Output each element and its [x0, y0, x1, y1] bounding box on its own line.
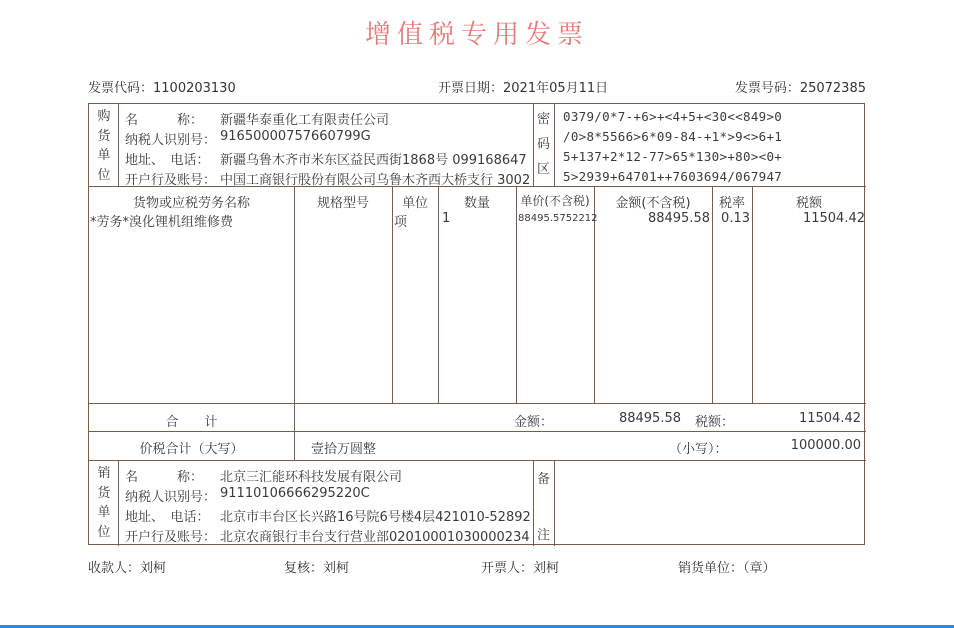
seller-side-char: 单	[97, 505, 111, 520]
invoice-code-value: 1100203130	[153, 81, 236, 96]
divider	[516, 186, 517, 403]
cipher-side-char: 密	[536, 112, 550, 127]
totals-amount: 88495.58	[618, 411, 681, 426]
divider	[438, 186, 439, 403]
seller-address: 北京市丰台区长兴路16号院6号楼4层421010-52892	[220, 510, 531, 525]
grand-total-label: 价税合计（大写）	[139, 442, 244, 457]
invoice-date-label: 开票日期：	[438, 81, 504, 96]
item-tax: 11504.42	[802, 211, 865, 226]
invoice-number	[735, 77, 866, 96]
invoice-title: 增值税专用发票	[364, 20, 589, 50]
buyer-side-char: 单	[97, 148, 111, 163]
cipher-side-char: 区	[536, 162, 550, 177]
drawer-name: 刘柯	[533, 561, 560, 576]
seller-side-char: 销	[97, 466, 111, 481]
divider	[554, 460, 555, 546]
seller-bank: 北京农商银行丰台支行营业部02010001030000234	[220, 530, 530, 545]
header-unit: 单位	[401, 196, 428, 211]
header-rate: 税率	[718, 196, 745, 211]
header-item-name: 货物或应税劳务名称	[132, 196, 250, 211]
grand-total-words: 壹拾万圆整	[311, 442, 377, 457]
item-amount: 88495.58	[647, 211, 710, 226]
totals-tax-label: 税额：	[695, 415, 735, 430]
invoice-code-label: 发票代码：	[88, 81, 154, 96]
item-name: *劳务*溴化锂机组维修费	[90, 215, 234, 230]
remarks-label-top: 备	[536, 472, 550, 487]
reviewer-label: 复核：	[284, 561, 324, 576]
payee-label: 收款人：	[88, 561, 141, 576]
divider	[89, 403, 866, 404]
seller-address-label: 地址、 电话：	[125, 510, 210, 525]
seller-tax-id-label: 纳税人识别号：	[125, 490, 217, 505]
cipher-side-char: 码	[536, 137, 550, 152]
header-price: 单价(不含税)	[520, 194, 590, 208]
seller-side-char: 货	[97, 485, 111, 501]
seller-name: 北京三汇能环科技发展有限公司	[220, 470, 403, 485]
invoice-table	[88, 103, 865, 545]
grand-total-value: 100000.00	[790, 438, 861, 453]
totals-tax: 11504.42	[798, 411, 861, 426]
invoice-code	[88, 77, 236, 96]
item-unit: 项	[394, 215, 408, 230]
buyer-bank: 中国工商银行股份有限公司乌鲁木齐西大桥支行 3002	[220, 173, 531, 188]
header-amount: 金额(不含税)	[615, 196, 691, 211]
header-spec: 规格型号	[316, 196, 369, 211]
reviewer-name: 刘柯	[323, 561, 350, 576]
divider	[554, 104, 555, 186]
item-rate: 0.13	[721, 211, 750, 226]
payee-name: 刘柯	[140, 561, 167, 576]
invoice-date-value: 2021年05月11日	[503, 81, 609, 96]
buyer-name: 新疆华泰重化工有限责任公司	[220, 113, 390, 128]
cipher-line: /0>8*5566>6*09-84-+1*>9<>6+1	[563, 129, 783, 144]
invoice-date	[438, 77, 608, 96]
buyer-address: 新疆乌鲁木齐市米东区益民西街1868号 099168647	[220, 153, 527, 168]
invoice-number-label: 发票号码：	[734, 81, 800, 96]
buyer-address-label: 地址、 电话：	[125, 153, 210, 168]
item-price: 88495.5752212	[518, 213, 598, 224]
cipher-side-label	[533, 107, 554, 182]
cipher-line: 5+137+2*12-77>65*130>+80><0+	[563, 149, 783, 164]
buyer-tax-id: 91650000757660799G	[220, 129, 371, 144]
seller-side-label	[89, 464, 119, 542]
seller-bank-label: 开户行及账号：	[125, 530, 217, 545]
buyer-side-char: 位	[97, 167, 111, 183]
divider	[89, 431, 866, 432]
totals-amount-label: 金额：	[514, 415, 554, 430]
buyer-side-char: 购	[97, 109, 111, 124]
seller-side-char: 位	[97, 524, 111, 540]
seller-stamp-label: 销货单位：（章）	[678, 561, 776, 576]
divider	[392, 186, 393, 403]
drawer-label: 开票人：	[481, 561, 534, 576]
buyer-bank-label: 开户行及账号：	[125, 173, 217, 188]
grand-total-small-label: （小写）：	[669, 442, 728, 457]
header-qty: 数量	[463, 196, 490, 211]
buyer-tax-id-label: 纳税人识别号：	[125, 133, 217, 148]
invoice-number-value: 25072385	[799, 81, 866, 96]
cipher-line: 5>2939+64701++7603694/067947	[563, 169, 783, 184]
item-qty: 1	[442, 211, 451, 226]
reviewer	[284, 557, 349, 576]
header-tax: 税额	[795, 196, 822, 211]
cipher-line: 0379/0*7-+6>+<4+5+<30<<849>0	[563, 109, 783, 124]
buyer-side-label	[89, 107, 119, 185]
remarks-label-bottom: 注	[536, 528, 550, 543]
seller-tax-id: 91110106666295220C	[220, 486, 370, 501]
totals-label: 合 计	[165, 415, 218, 430]
drawer	[481, 557, 559, 576]
divider	[294, 186, 295, 460]
buyer-name-label: 名 称：	[125, 113, 204, 128]
buyer-side-char: 货	[97, 128, 111, 144]
divider	[89, 460, 866, 461]
payee	[88, 557, 166, 576]
seller-name-label: 名 称：	[125, 470, 204, 485]
